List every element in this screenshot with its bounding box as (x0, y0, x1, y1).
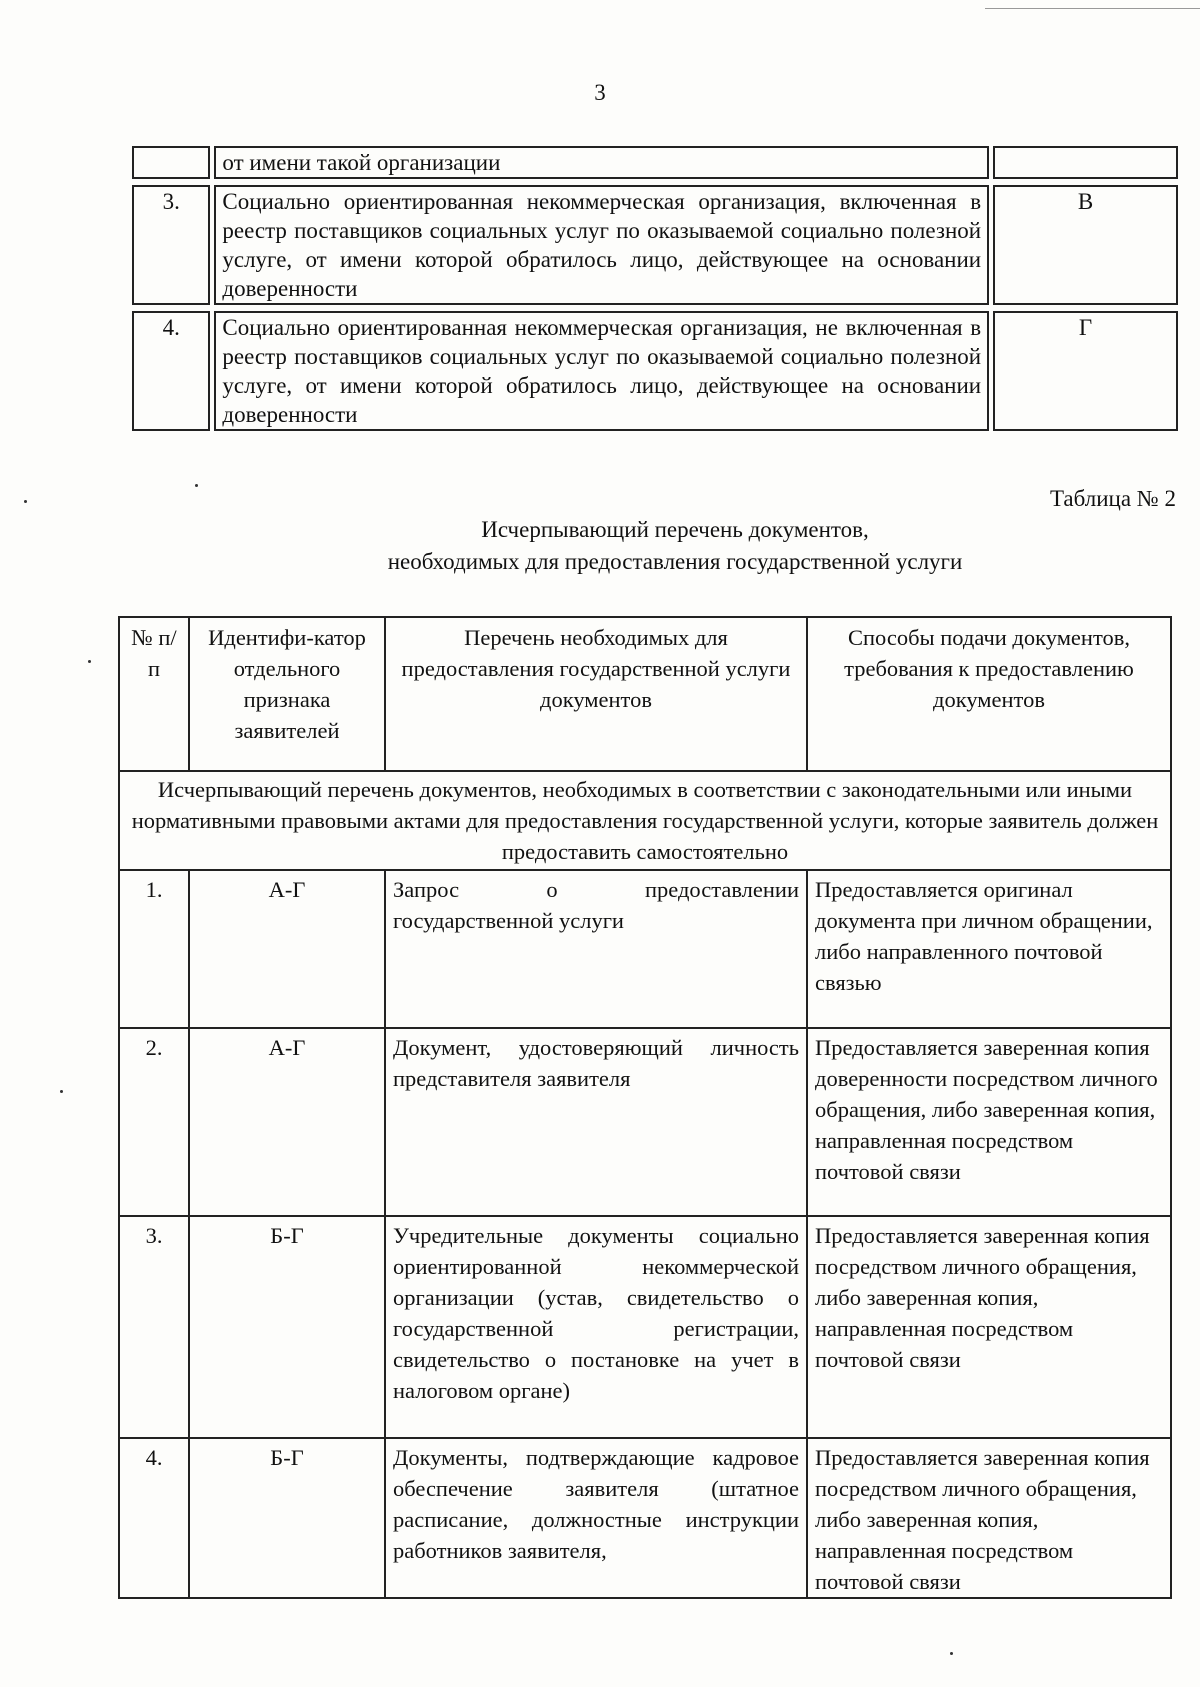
table-title-line: необходимых для предоставления государственной услуги (387, 549, 963, 574)
scan-speck (60, 1090, 63, 1093)
header-num: № п/п (119, 617, 189, 771)
row-method: Предоставляется заверенная копия посредством личного обращения, либо заверенная копия, направленная посредством почтовой связи (807, 1216, 1171, 1438)
section-heading: Исчерпывающий перечень документов, необходимых в соответствии с законодательными или иными нормативными правовыми актами для предоставления государственной услуги, которые заявитель должен предоставить самостоятельно (119, 771, 1171, 870)
table-row (119, 1216, 1171, 1438)
table-caption: Таблица № 2 (1049, 486, 1176, 511)
row-text: от имени такой организации (214, 146, 989, 179)
scan-edge-line (985, 8, 1200, 9)
row-method: Предоставляется оригинал документа при личном обращении, либо направленного почтовой связью (807, 870, 1171, 1028)
table-row (132, 311, 1178, 431)
table-header-row (119, 617, 1171, 771)
row-code (993, 146, 1178, 179)
row-text: Социально ориентированная некоммерческая организация, включенная в реестр поставщиков социальных услуг по оказываемой социально полезной услуге, от имени которой обратилось лицо, действующее на основании доверенности (214, 185, 989, 305)
row-number: 2. (119, 1028, 189, 1216)
row-method: Предоставляется заверенная копия доверенности посредством личного обращения, либо заверенная копия, направленная посредством почтовой связи (807, 1028, 1171, 1216)
table-row (119, 870, 1171, 1028)
row-number: 4. (132, 311, 210, 431)
header-identifier: Идентифи-катор отдельного признака заявителей (189, 617, 385, 771)
row-number: 4. (119, 1438, 189, 1598)
table-title (0, 514, 1200, 578)
documents-table (118, 616, 1172, 1599)
row-document: Документы, подтверждающие кадровое обеспечение заявителя (штатное расписание, должностные инструкции работников заявителя, (385, 1438, 807, 1598)
row-document: Документ, удостоверяющий личность представителя заявителя (385, 1028, 807, 1216)
scan-speck (24, 500, 27, 503)
header-methods: Способы подачи документов, требования к предоставлению документов (807, 617, 1171, 771)
row-identifier: Б-Г (189, 1216, 385, 1438)
scan-speck (88, 660, 91, 663)
row-identifier: А-Г (189, 870, 385, 1028)
row-number (132, 146, 210, 179)
row-identifier: Б-Г (189, 1438, 385, 1598)
row-document: Учредительные документы социально ориентированной некоммерческой организации (устав, свидетельство о государственной регистрации, свидетельство о постановке на учет в налоговом органе) (385, 1216, 807, 1438)
table-row (132, 185, 1178, 305)
row-text: Социально ориентированная некоммерческая организация, не включенная в реестр поставщиков социальных услуг по оказываемой социально полезной услуге, от имени которой обратилось лицо, действующее на основании доверенности (214, 311, 989, 431)
row-code: Г (993, 311, 1178, 431)
header-documents: Перечень необходимых для предоставления государственной услуги документов (385, 617, 807, 771)
row-method: Предоставляется заверенная копия посредством личного обращения, либо заверенная копия, направленная посредством почтовой связи (807, 1438, 1171, 1598)
row-code: В (993, 185, 1178, 305)
applicant-table-continuation (128, 140, 1182, 437)
table-title-line: Исчерпывающий перечень документов, (481, 517, 869, 542)
section-heading-row (119, 771, 1171, 870)
table-row (119, 1438, 1171, 1598)
row-number: 3. (132, 185, 210, 305)
row-document: Запрос о предоставлении государственной услуги (385, 870, 807, 1028)
table-row (119, 1028, 1171, 1216)
row-identifier: А-Г (189, 1028, 385, 1216)
page-number: 3 (594, 80, 606, 105)
row-number: 1. (119, 870, 189, 1028)
scan-speck (950, 1652, 953, 1655)
table-row (132, 146, 1178, 179)
row-number: 3. (119, 1216, 189, 1438)
scan-speck (195, 484, 198, 487)
